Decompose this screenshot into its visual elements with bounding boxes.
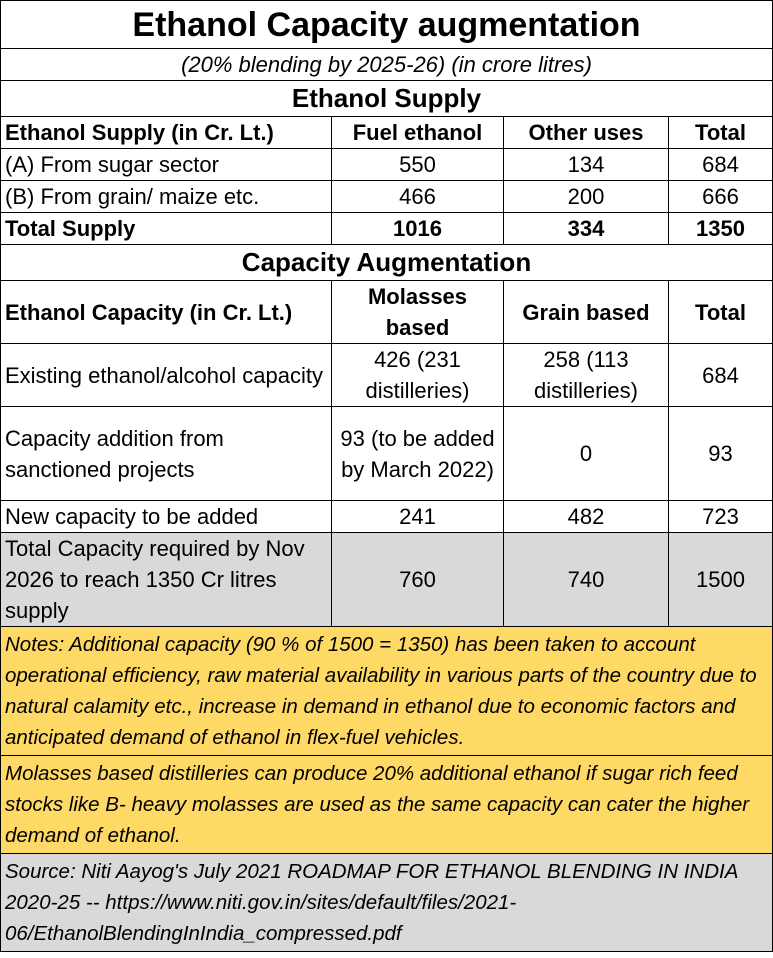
supply-header-total: Total: [669, 117, 773, 149]
capacity-header-total: Total: [669, 281, 773, 344]
capacity-row-total: 684: [669, 344, 773, 407]
capacity-total-total: 1500: [669, 533, 773, 627]
capacity-row-grain: 0: [504, 407, 669, 501]
notes-paragraph: Notes: Additional capacity (90 % of 1500 = 1350) has been taken to account operational efficiency, raw material availability in various parts of the country due to natural calamity etc., increase in demand in ethanol due to economic factors and anticipated demand of ethanol in flex-fuel vehicles.: [1, 627, 773, 756]
source-citation: Source: Niti Aayog's July 2021 ROADMAP FOR ETHANOL BLENDING IN INDIA 2020-25 -- https://www.niti.gov.in/sites/default/files/2021-06/EthanolBlendingInIndia_compressed.pdf: [1, 854, 773, 952]
capacity-row-total: 93: [669, 407, 773, 501]
capacity-row-molasses: 426 (231 distilleries): [332, 344, 504, 407]
molasses-note-paragraph: Molasses based distilleries can produce 20% additional ethanol if sugar rich feed stocks like B- heavy molasses are used as the same capacity can cater the higher demand of ethanol.: [1, 756, 773, 854]
page-title: Ethanol Capacity augmentation: [1, 1, 773, 49]
supply-row-fuel: 466: [332, 181, 504, 213]
capacity-header-molasses: Molasses based: [332, 281, 504, 344]
capacity-row-label: Existing ethanol/alcohol capacity: [1, 344, 332, 407]
capacity-row-label: New capacity to be added: [1, 501, 332, 533]
capacity-header-row: [1, 281, 773, 344]
supply-header-fuel: Fuel ethanol: [332, 117, 504, 149]
supply-total-total: 1350: [669, 213, 773, 245]
supply-row-other: 134: [504, 149, 669, 181]
capacity-total-molasses: 760: [332, 533, 504, 627]
capacity-header-label: Ethanol Capacity (in Cr. Lt.): [1, 281, 332, 344]
supply-row-total: 684: [669, 149, 773, 181]
capacity-section-title: Capacity Augmentation: [1, 245, 773, 281]
capacity-total-row: [1, 533, 773, 627]
supply-row-other: 200: [504, 181, 669, 213]
capacity-row-molasses: 93 (to be added by March 2022): [332, 407, 504, 501]
page-subtitle: (20% blending by 2025-26) (in crore litres): [1, 49, 773, 81]
supply-header-row: [1, 117, 773, 149]
supply-header-label: Ethanol Supply (in Cr. Lt.): [1, 117, 332, 149]
capacity-row-total: 723: [669, 501, 773, 533]
supply-row-label: (A) From sugar sector: [1, 149, 332, 181]
table-row: [1, 149, 773, 181]
supply-row-label: (B) From grain/ maize etc.: [1, 181, 332, 213]
capacity-header-grain: Grain based: [504, 281, 669, 344]
supply-section-title: Ethanol Supply: [1, 81, 773, 117]
capacity-row-grain: 258 (113 distilleries): [504, 344, 669, 407]
capacity-total-grain: 740: [504, 533, 669, 627]
table-row: [1, 344, 773, 407]
supply-total-other: 334: [504, 213, 669, 245]
supply-header-other: Other uses: [504, 117, 669, 149]
table-row: [1, 407, 773, 501]
supply-total-row: [1, 213, 773, 245]
capacity-row-label: Capacity addition from sanctioned projects: [1, 407, 332, 501]
capacity-row-grain: 482: [504, 501, 669, 533]
capacity-row-molasses: 241: [332, 501, 504, 533]
supply-total-label: Total Supply: [1, 213, 332, 245]
supply-total-fuel: 1016: [332, 213, 504, 245]
table-row: [1, 501, 773, 533]
supply-row-total: 666: [669, 181, 773, 213]
capacity-total-label: Total Capacity required by Nov 2026 to reach 1350 Cr litres supply: [1, 533, 332, 627]
table-row: [1, 181, 773, 213]
supply-row-fuel: 550: [332, 149, 504, 181]
